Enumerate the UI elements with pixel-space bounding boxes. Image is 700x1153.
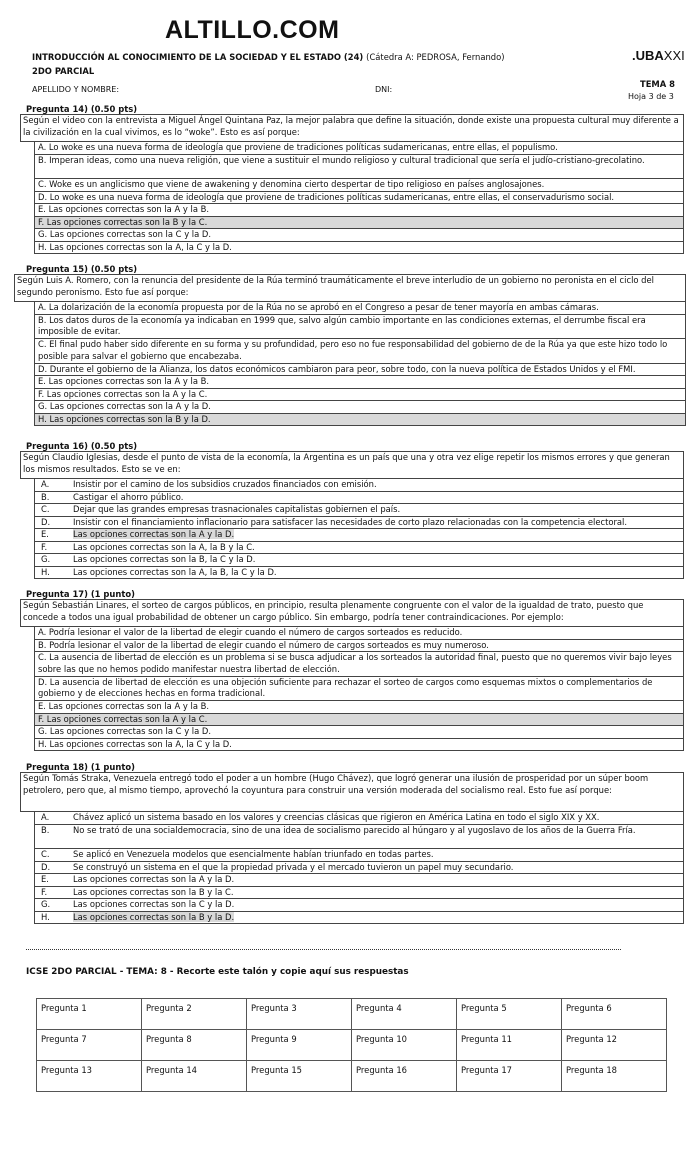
page-indicator: Hoja 3 de 3 xyxy=(628,92,674,101)
option-letter: G. xyxy=(41,554,51,564)
answer-cell[interactable]: Pregunta 10 xyxy=(352,1030,457,1061)
question-17-stem: Según Sebastián Linares, el sorteo de cargos públicos, en principio, resulta plenamente congruente con el valor de la igualdad de trato, puesto que concede a todos una igual probabilidad de obtener un cargo público. Sin embargo, podría tener contraindicaciones. Por ejemplo: xyxy=(20,599,684,627)
option[interactable]: E. Las opciones correctas son la A y la B. xyxy=(35,701,683,714)
option-letter: H. xyxy=(41,566,50,577)
option[interactable]: E. Las opciones correctas son la A y la B. xyxy=(35,204,683,217)
option[interactable]: B. Podría lesionar el valor de la libertad de elegir cuando el número de cargos sorteados es muy numeroso. xyxy=(35,640,683,653)
answer-cell[interactable]: Pregunta 13 xyxy=(37,1061,142,1092)
option-text: Insistir por el camino de los subsidios cruzados financiados con emisión. xyxy=(73,479,377,489)
answer-cell[interactable]: Pregunta 18 xyxy=(562,1061,667,1092)
option-letter: E. xyxy=(41,874,49,884)
option[interactable] xyxy=(35,862,683,875)
answer-cell[interactable]: Pregunta 17 xyxy=(457,1061,562,1092)
option[interactable]: G. Las opciones correctas son la C y la D. xyxy=(35,229,683,242)
option-highlighted[interactable]: F. Las opciones correctas son la A y la C. xyxy=(35,714,683,727)
option-letter: G. xyxy=(41,899,51,909)
option[interactable]: H. Las opciones correctas son la A, la C y la D. xyxy=(35,242,683,255)
option[interactable] xyxy=(35,812,683,825)
option-letter: C. xyxy=(41,849,50,859)
answer-row xyxy=(37,1061,667,1092)
option-highlighted[interactable] xyxy=(35,529,683,542)
course-name: INTRODUCCIÓN AL CONOCIMIENTO DE LA SOCIEDAD Y EL ESTADO (24) xyxy=(32,52,364,62)
answer-row xyxy=(37,1030,667,1061)
option[interactable] xyxy=(35,542,683,555)
answer-cell[interactable]: Pregunta 4 xyxy=(352,999,457,1030)
option[interactable] xyxy=(35,479,683,492)
answer-cell[interactable]: Pregunta 5 xyxy=(457,999,562,1030)
option-text: Las opciones correctas son la B y la D. xyxy=(73,911,235,922)
option-text: Las opciones correctas son la B, la C y la D. xyxy=(73,554,256,564)
option-letter: F. xyxy=(41,886,48,897)
option-text: Se aplicó en Venezuela modelos que esencialmente habían triunfado en todas partes. xyxy=(73,849,434,859)
dni-field-label: DNI: xyxy=(375,85,393,94)
answer-cell[interactable]: Pregunta 12 xyxy=(562,1030,667,1061)
logo-rest: XXI xyxy=(663,48,685,63)
exam-name: 2DO PARCIAL xyxy=(32,66,95,76)
option[interactable] xyxy=(35,554,683,567)
question-16-label: Pregunta 16) (0.50 pts) xyxy=(26,441,138,451)
option-text: Castigar el ahorro público. xyxy=(73,491,184,502)
option-letter: C. xyxy=(41,504,50,514)
course-title xyxy=(32,52,504,62)
question-16-stem: Según Claudio Iglesias, desde el punto de vista de la economía, la Argentina es un país que una y otra vez elige repetir los mismos errores y que generan los mismos resultados. Esto se ve en: xyxy=(20,451,684,479)
option[interactable]: B. Imperan ideas, como una nueva religión, que viene a sustituir el mundo religioso y cultural tradicional que sería el judío-cristiano-grecolatino. xyxy=(35,155,683,180)
option[interactable]: C. El final pudo haber sido diferente en su forma y su profundidad, pero eso no fue responsabilidad del gobierno de de la Rúa ya que este hizo todo lo posible para salvar el gobierno que encabezaba. xyxy=(35,339,685,364)
option-letter: A. xyxy=(41,812,50,822)
option[interactable]: G. Las opciones correctas son la A y la D. xyxy=(35,401,685,414)
answer-cell[interactable]: Pregunta 11 xyxy=(457,1030,562,1061)
option-letter: F. xyxy=(41,541,48,552)
option-text: Las opciones correctas son la C y la D. xyxy=(73,899,235,909)
question-15-label: Pregunta 15) (0.50 pts) xyxy=(26,264,138,274)
option[interactable]: F. Las opciones correctas son la A y la C. xyxy=(35,389,685,402)
question-14-options xyxy=(34,142,684,254)
option[interactable] xyxy=(35,887,683,900)
option[interactable] xyxy=(35,825,683,850)
option[interactable]: D. La ausencia de libertad de elección es una objeción suficiente para rechazar el sorteo de cargos como esquemas mixtos o complementarios de gobierno y de elecciones hechas en forma tradicional. xyxy=(35,677,683,702)
name-field-label: APELLIDO Y NOMBRE: xyxy=(32,85,120,94)
option[interactable] xyxy=(35,567,683,580)
option[interactable]: H. Las opciones correctas son la A, la C y la D. xyxy=(35,739,683,752)
question-15-options xyxy=(34,302,686,426)
option-text: No se trató de una socialdemocracia, sino de una idea de socialismo parecido al húngaro y al yugoslavo de los años de la Guerra Fría. xyxy=(73,824,636,835)
question-18-stem: Según Tomás Straka, Venezuela entregó todo el poder a un hombre (Hugo Chávez), que logró generar una ilusión de prosperidad por un súper boom petrolero, pero que, al mismo tiempo, aprovechó la coyuntura para construir una versión moderada del socialismo real. Esto fue así porque: xyxy=(20,772,684,812)
answer-grid xyxy=(36,998,667,1092)
answer-cell[interactable]: Pregunta 1 xyxy=(37,999,142,1030)
question-15-stem: Según Luis A. Romero, con la renuncia del presidente de la Rúa terminó traumáticamente el breve interludio de un gobierno no peronista en el ciclo del segundo peronismo. Esto fue así porque: xyxy=(14,274,686,302)
option-text: Las opciones correctas son la B y la C. xyxy=(73,886,234,897)
answer-row xyxy=(37,999,667,1030)
answer-cell[interactable]: Pregunta 2 xyxy=(142,999,247,1030)
option-text: Las opciones correctas son la A y la D. xyxy=(73,874,235,884)
answer-cell[interactable]: Pregunta 8 xyxy=(142,1030,247,1061)
option-text: Insistir con el financiamiento inflacionario para satisfacer las necesidades de corto plazo relacionadas con la competencia electoral. xyxy=(73,516,628,527)
cut-line xyxy=(26,949,621,950)
option-letter: B. xyxy=(41,824,50,835)
option[interactable] xyxy=(35,899,683,912)
option[interactable]: A. Podría lesionar el valor de la libertad de elegir cuando el número de cargos sorteados es reducido. xyxy=(35,627,683,640)
option[interactable]: D. Lo woke es una nueva forma de ideología que proviene de tradiciones políticas sudamericanas, entre ellas, el conservadurismo social. xyxy=(35,192,683,205)
option-text: Las opciones correctas son la A, la B y la C. xyxy=(73,541,255,552)
option-highlighted[interactable] xyxy=(35,912,683,925)
question-14-stem: Según el video con la entrevista a Miguel Ángel Quintana Paz, la mejor palabra que define la situación, donde existe una propuesta cultural muy diferente a la civilización en la cual vivimos, es lo “woke”. Esto es así porque: xyxy=(20,114,684,142)
question-14-label: Pregunta 14) (0.50 pts) xyxy=(26,104,138,114)
answer-slip-title: ICSE 2DO PARCIAL - TEMA: 8 - Recorte este talón y copie aquí sus respuestas xyxy=(26,967,409,977)
question-18-label: Pregunta 18) (1 punto) xyxy=(26,762,135,772)
option-letter: B. xyxy=(41,491,50,502)
answer-cell[interactable]: Pregunta 9 xyxy=(247,1030,352,1061)
option[interactable]: A. La dolarización de la economía propuesta por de la Rúa no se aprobó en el Congreso a pesar de tener mayoría en ambas cámaras. xyxy=(35,302,685,315)
option-text: Se construyó un sistema en el que la propiedad privada y el mercado tuvieron un papel muy secundario. xyxy=(73,861,514,872)
answer-cell[interactable]: Pregunta 16 xyxy=(352,1061,457,1092)
option[interactable] xyxy=(35,492,683,505)
option-letter: D. xyxy=(41,516,51,527)
option-letter: D. xyxy=(41,861,51,872)
logo-bold: .UBA xyxy=(632,48,664,63)
option-highlighted[interactable]: H. Las opciones correctas son la B y la D. xyxy=(35,414,685,427)
answer-cell[interactable]: Pregunta 3 xyxy=(247,999,352,1030)
option-letter: E. xyxy=(41,529,49,539)
option-text: Las opciones correctas son la A, la B, la C y la D. xyxy=(73,566,277,577)
option[interactable] xyxy=(35,874,683,887)
option[interactable]: E. Las opciones correctas son la A y la B. xyxy=(35,376,685,389)
question-18-options xyxy=(34,812,684,924)
catedra: (Cátedra A: PEDROSA, Fernando) xyxy=(366,52,505,62)
option[interactable] xyxy=(35,504,683,517)
answer-cell[interactable]: Pregunta 6 xyxy=(562,999,667,1030)
answer-cell[interactable]: Pregunta 7 xyxy=(37,1030,142,1061)
option-letter: H. xyxy=(41,911,50,922)
site-title: ALTILLO.COM xyxy=(165,16,340,44)
question-17-label: Pregunta 17) (1 punto) xyxy=(26,589,135,599)
option[interactable]: C. La ausencia de libertad de elección es un problema si se busca adjudicar a los sorteados la autoridad final, puesto que no queremos vivir bajo leyes sobre las que no hemos podido manifestar nuestra libertad de elección. xyxy=(35,652,683,677)
option-text: Dejar que las grandes empresas trasnacionales capitalistas gobiernen el país. xyxy=(73,504,401,514)
option-highlighted[interactable]: F. Las opciones correctas son la B y la C. xyxy=(35,217,683,230)
option[interactable] xyxy=(35,517,683,530)
option[interactable]: C. Woke es un anglicismo que viene de awakening y denomina cierto despertar de tipo religioso en países anglosajones. xyxy=(35,179,683,192)
tema-label: TEMA 8 xyxy=(640,79,675,89)
option[interactable] xyxy=(35,849,683,862)
uba-logo xyxy=(632,48,685,63)
answer-cell[interactable]: Pregunta 14 xyxy=(142,1061,247,1092)
option[interactable]: B. Los datos duros de la economía ya indicaban en 1999 que, salvo algún cambio importante en las condiciones externas, el derrumbe fiscal era imposible de evitar. xyxy=(35,315,685,340)
option-letter: A. xyxy=(41,479,50,489)
option[interactable]: D. Durante el gobierno de la Alianza, los datos económicos cambiaron para peor, sobre todo, con la nueva política de Estados Unidos y el FMI. xyxy=(35,364,685,377)
answer-cell[interactable]: Pregunta 15 xyxy=(247,1061,352,1092)
option[interactable]: A. Lo woke es una nueva forma de ideología que proviene de tradiciones políticas sudamericanas, entre ellas, el populismo. xyxy=(35,142,683,155)
option[interactable]: G. Las opciones correctas son la C y la D. xyxy=(35,726,683,739)
option-text: Las opciones correctas son la A y la D. xyxy=(73,529,235,539)
question-17-options xyxy=(34,627,684,751)
option-text: Chávez aplicó un sistema basado en los valores y creencias clásicas que rigieron en América Latina en todo el siglo XIX y XX. xyxy=(73,812,600,822)
question-16-options xyxy=(34,479,684,579)
